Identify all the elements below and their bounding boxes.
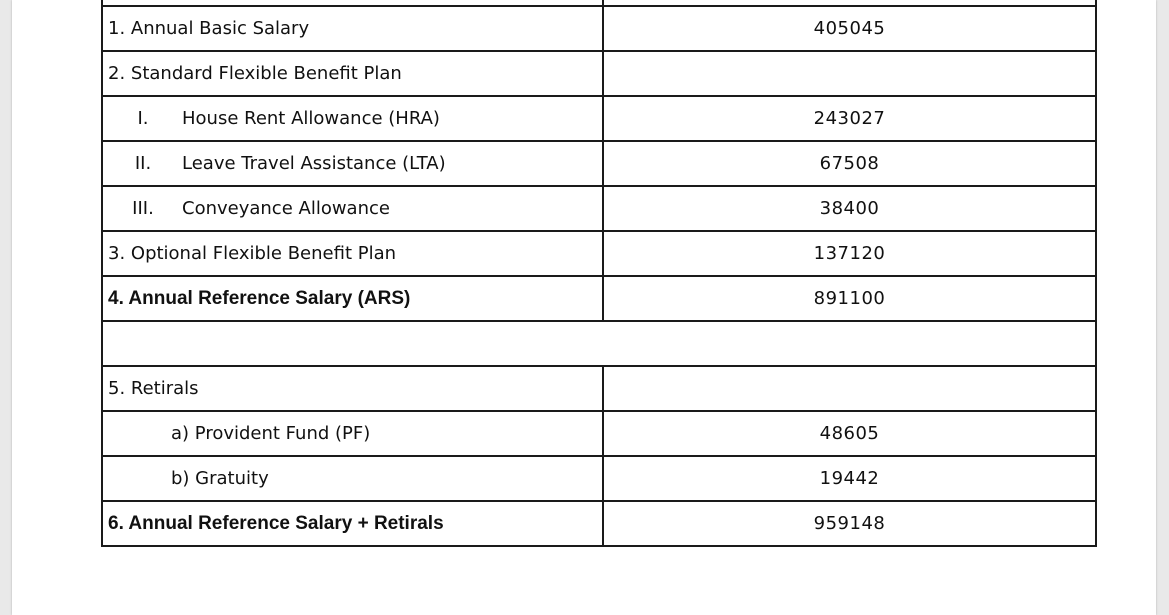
- row-label-cell: [102, 141, 603, 186]
- row-label: 1. Annual Basic Salary: [102, 6, 603, 51]
- table-row: [102, 366, 1096, 411]
- row-label: 4. Annual Reference Salary (ARS): [102, 276, 603, 321]
- row-value: 19442: [603, 456, 1096, 501]
- table-spacer-row: [102, 321, 1096, 366]
- row-value: 243027: [603, 96, 1096, 141]
- row-label: 5. Retirals: [102, 366, 603, 411]
- row-label: a) Provident Fund (PF): [102, 411, 603, 456]
- roman-numeral: I.: [137, 108, 149, 129]
- table-row-total: [102, 276, 1096, 321]
- table-row-total: [102, 501, 1096, 546]
- table-row: [102, 96, 1096, 141]
- row-value: 67508: [603, 141, 1096, 186]
- row-label-cell: [102, 96, 603, 141]
- row-value: 38400: [603, 186, 1096, 231]
- row-value: 48605: [603, 411, 1096, 456]
- roman-numeral: III.: [132, 198, 154, 219]
- row-value: [603, 51, 1096, 96]
- row-label: 2. Standard Flexible Benefit Plan: [102, 51, 603, 96]
- row-label: 3. Optional Flexible Benefit Plan: [102, 231, 603, 276]
- table-row: [102, 186, 1096, 231]
- table-row: [102, 411, 1096, 456]
- salary-breakup-table: [101, 0, 1097, 547]
- table-row: [102, 456, 1096, 501]
- spacer-cell: [102, 321, 1096, 366]
- row-label: House Rent Allowance (HRA): [182, 108, 440, 129]
- document-page: [12, 0, 1156, 615]
- row-label: Leave Travel Assistance (LTA): [182, 153, 446, 174]
- row-label: b) Gratuity: [102, 456, 603, 501]
- roman-numeral: II.: [134, 153, 152, 174]
- row-value: [603, 366, 1096, 411]
- row-value: 959148: [603, 501, 1096, 546]
- table-row: [102, 231, 1096, 276]
- row-label: 6. Annual Reference Salary + Retirals: [102, 501, 603, 546]
- table-row: [102, 141, 1096, 186]
- table-row: [102, 6, 1096, 51]
- table-row: [102, 51, 1096, 96]
- row-value: 405045: [603, 6, 1096, 51]
- row-label-cell: [102, 186, 603, 231]
- row-label: Conveyance Allowance: [182, 198, 390, 219]
- row-value: 137120: [603, 231, 1096, 276]
- row-value: 891100: [603, 276, 1096, 321]
